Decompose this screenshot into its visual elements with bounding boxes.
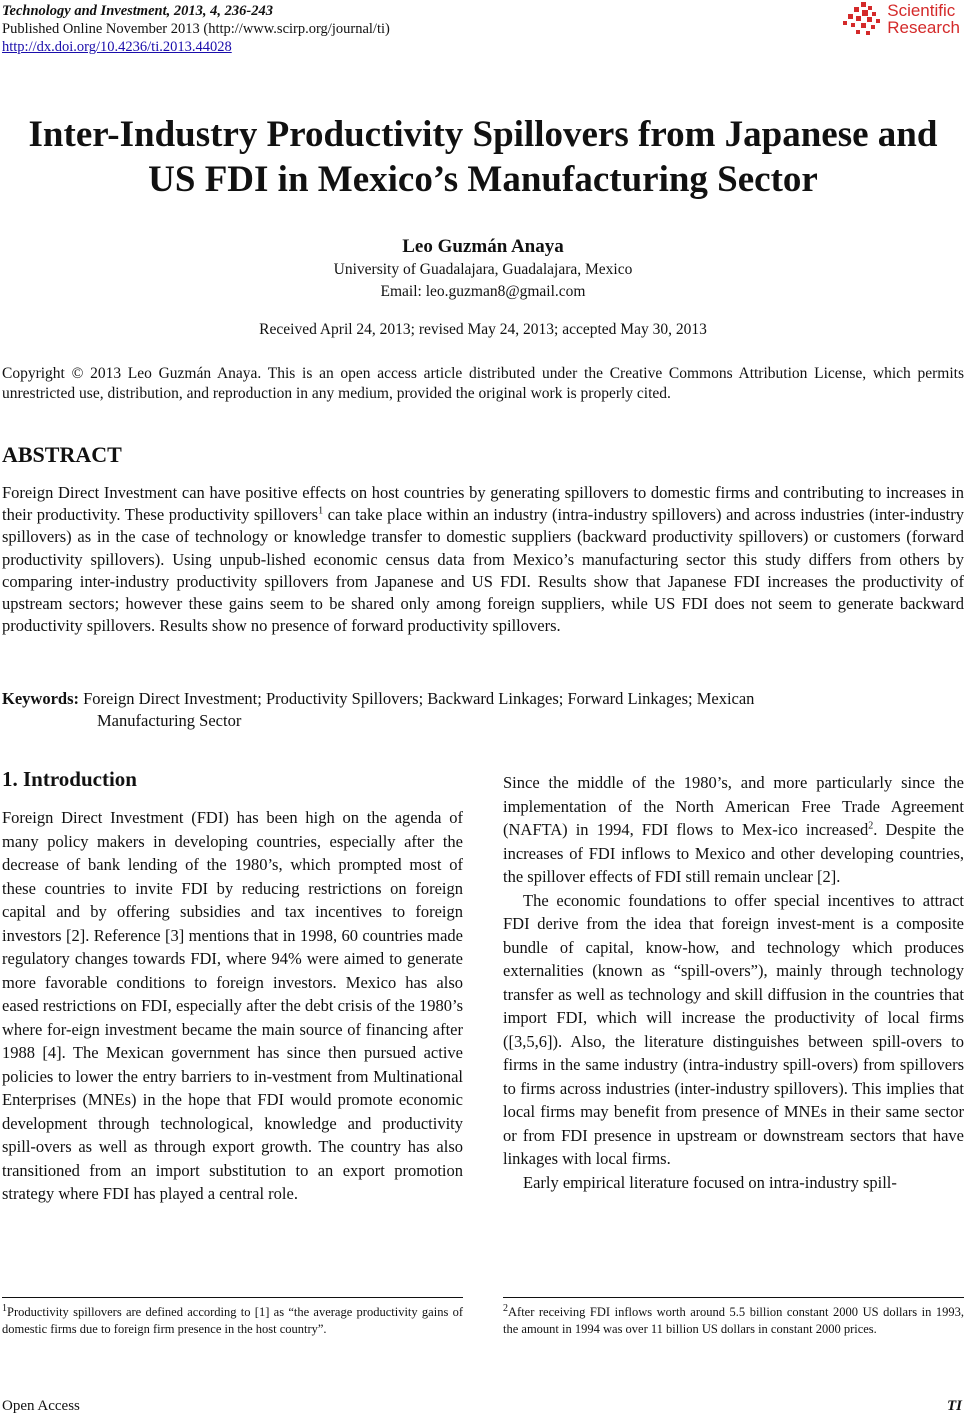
logo-mark-icon <box>843 2 883 36</box>
footnote-divider-left <box>2 1297 463 1298</box>
published-online: Published Online November 2013 (http://www.scirp.org/journal/ti) <box>2 21 390 37</box>
received-dates: Received April 24, 2013; revised May 24, 2013; accepted May 30, 2013 <box>259 321 707 338</box>
keywords-list-cont: Manufacturing Sector <box>97 711 242 730</box>
right-column-text <box>503 771 964 1194</box>
affiliation: University of Guadalajara, Guadalajara, Mexico <box>333 261 633 278</box>
volume-info: , 2013, 4, 236-243 <box>166 3 273 19</box>
paragraph: Early empirical literature focused on intra-industry spill- <box>523 1172 897 1192</box>
paper-title: Inter-Industry Productivity Spillovers from Japanese and US FDI in Mexico’s Manufacturing Sector <box>28 114 938 200</box>
abstract-heading: ABSTRACT <box>2 442 122 467</box>
abstract-body: Foreign Direct Investment can have positive effects on host countries by generating spillovers to domestic firms and contributing to increases in their productivity. These productivity spillovers$^1$ can take place within an industry (intra-industry spillovers) and across industries (inter-industry spillovers) as in the case of technology or knowledge transfer to domestic suppliers (backward productivity spillovers) or customers (forward productivity spillovers). Using unpub-lished economic census data from Mexico’s manufacturing sector this study differs from others by comparing inter-industry productivity spillovers from Japanese and US FDI. Results show that Japanese FDI increases the productivity of upstream sectors; however these gains seem to be shared only among foreign suppliers, while US FDI does not seem to generate backward productivity spillovers. Results show no presence of forward productivity spillovers. <box>2 483 964 636</box>
paragraph: Since the middle of the 1980’s, and more particularly since the implementation of the North American Free Trade Agreement (NAFTA) in 1994, FDI flows to Mex-ico increased$^2$. Despite the increases of FDI inflows to Mexico and other developing countries, the spillover effects of FDI still remain unclear [2]. <box>503 773 964 886</box>
footnote-1: $^1$Productivity spillovers are defined according to [1] as “the average productivity gains of domestic firms due to foreign firm presence in the host country”. <box>2 1302 463 1336</box>
section-heading-introduction: 1. Introduction <box>2 767 137 791</box>
author-email: Email: leo.guzman8@gmail.com <box>380 283 586 300</box>
journal-header <box>2 2 390 56</box>
keywords-label: Keywords: <box>2 689 79 708</box>
footnote-ref-2: 2 <box>868 820 874 832</box>
paragraph: The economic foundations to offer special incentives to attract FDI derive from the idea that foreign invest-ment is a composite bundle of capital, know-how, and technology which produces externalities (known as “spill-overs”), mainly through technology transfer as well as technology and skill diffusion in the countries that import FDI, which will increase the productivity of local firms ([3,5,6]). Also, the literature distinguishes between spill-overs to firms in the same industry (intra-industry spill-overs) from spillovers to firms across industries (inter-industry spillovers). This implies that local firms may benefit from presence of MNEs in their same sector or from FDI presence in upstream or downstream sectors that have linkages with local firms. <box>503 890 964 1168</box>
keywords <box>2 688 964 732</box>
open-access-label: Open Access <box>2 1398 80 1414</box>
journal-name: Technology and Investment <box>2 3 167 19</box>
author-name: Leo Guzmán Anaya <box>402 236 564 257</box>
journal-abbrev: TI <box>947 1398 962 1414</box>
keywords-list: Foreign Direct Investment; Productivity Spillovers; Backward Linkages; Forward Linkages; Mexican <box>79 689 755 708</box>
copyright-notice: Copyright © 2013 Leo Guzmán Anaya. This is an open access article distributed under the Creative Commons Attribution License, which permits unrestricted use, distribution, and reproduction in any medium, provided the original work is properly cited. <box>2 365 964 402</box>
footnote-ref-1: 1 <box>318 505 324 517</box>
doi-link[interactable]: http://dx.doi.org/10.4236/ti.2013.44028 <box>2 39 232 55</box>
logo-text: Scientific Research <box>887 1 960 37</box>
footnote-2: $^2$After receiving FDI inflows worth around 5.5 billion constant 2000 US dollars in 1993, the amount in 1994 was over 11 billion US dollars in constant 2000 prices. <box>503 1302 964 1336</box>
footnote-divider-right <box>503 1297 964 1298</box>
scientific-research-logo <box>843 2 960 36</box>
left-column-text <box>2 806 463 1206</box>
paragraph: Foreign Direct Investment (FDI) has been high on the agenda of many policy makers in developing countries, especially after the decrease of bank lending of the 1980’s, which prompted most of these countries to invite FDI by reducing restrictions on foreign capital and by offering subsidies and tax incentives to foreign investors [2]. Reference [3] mentions that in 1998, 60 countries made regulatory changes towards FDI, where 94% were aimed to generate more favorable conditions to foreign investors. Mexico has also eased restrictions on FDI, especially after the debt crisis of the 1980’s where for-eign investment became the main source of financing after 1988 [4]. The Mexican government has since then pursued active policies to lower the entry barriers to in-vestment from Multinational Enterprises (MNEs) in the hope that FDI would promote economic development through technological, knowledge and productivity spill-overs as well as through export growth. The country has also transitioned from an import substitution to an export promotion strategy where FDI has played a central role. <box>2 808 463 1203</box>
